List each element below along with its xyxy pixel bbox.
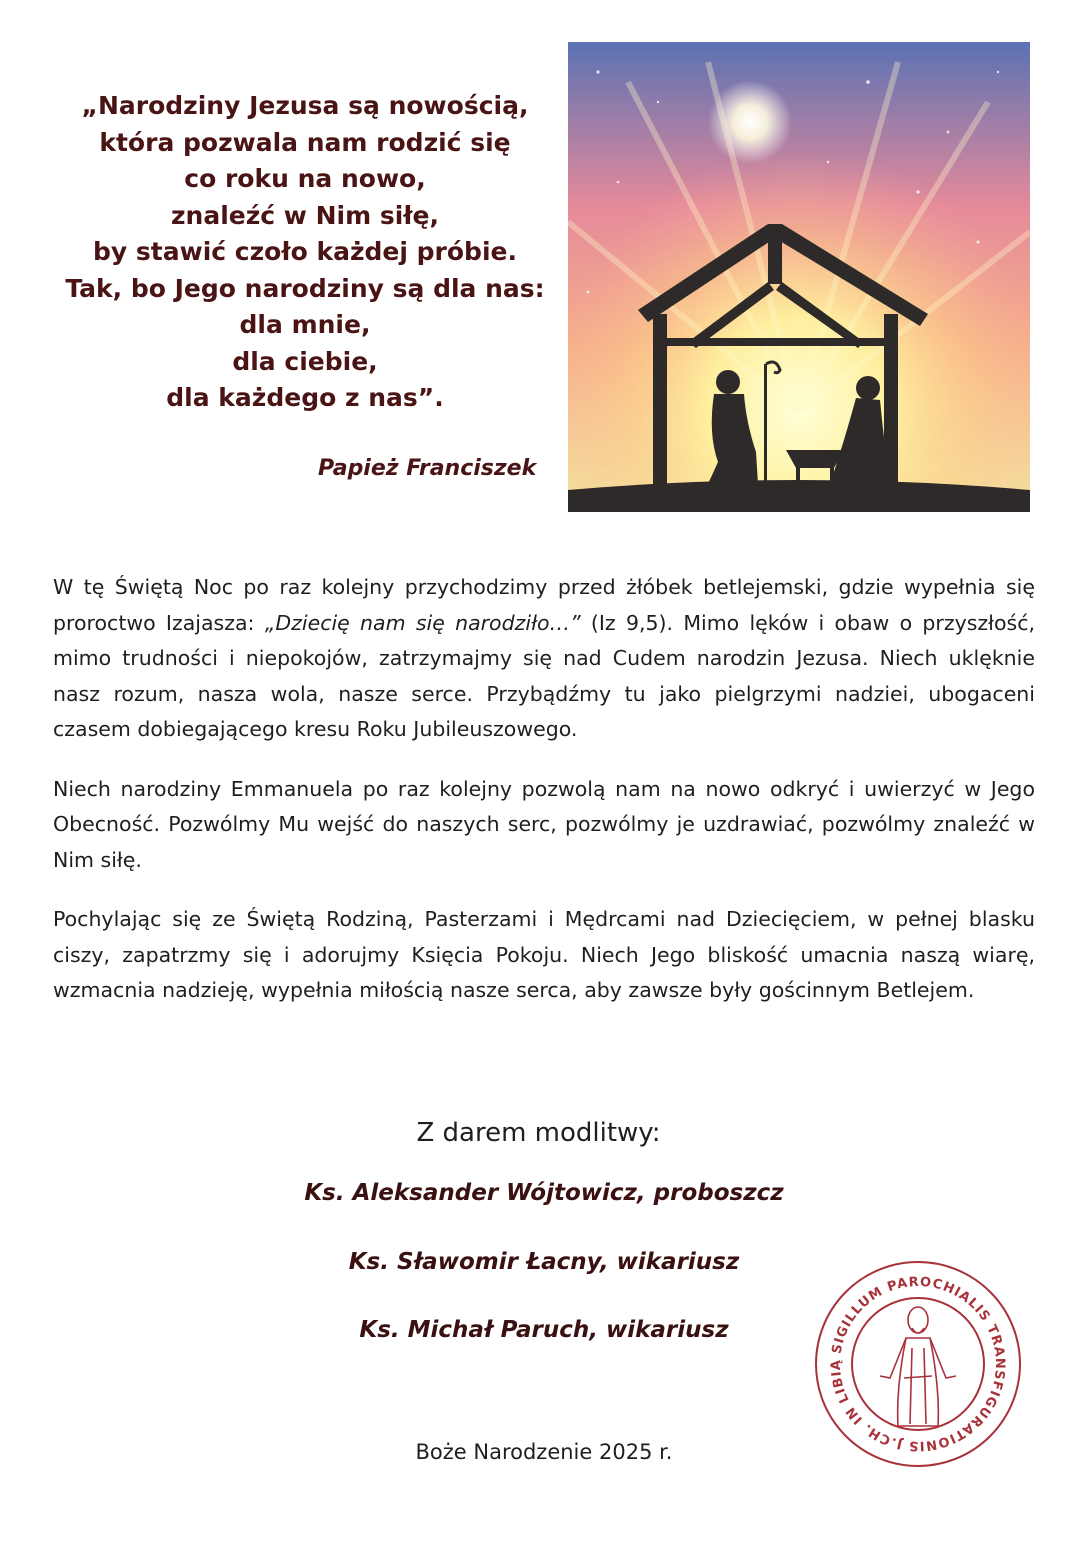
priest-signature: Ks. Michał Paruch, wikariusz [359, 1317, 729, 1343]
isaiah-quote: „Dziecię nam się narodziło…” [264, 610, 581, 635]
priest-signature: Ks. Sławomir Łacny, wikariusz [348, 1249, 740, 1275]
quote-line: by stawić czoło każdej próbie. [93, 237, 517, 266]
paragraph-1 [53, 570, 1035, 748]
pope-quote [60, 88, 550, 417]
quote-author: Papież Franciszek [318, 456, 537, 481]
quote-line: dla ciebie, [232, 346, 378, 376]
parish-seal [812, 1258, 1024, 1470]
quote-line: co roku na nowo, [184, 164, 426, 193]
closing-greeting: Z darem modlitwy: [416, 1118, 661, 1148]
nativity-scene-image [568, 42, 1030, 512]
paragraph-1-text-end: (Iz 9,5). Mimo lęków i obaw o przyszłość, mimo trudności i niepokojów, zatrzymajmy się nad Cudem narodzin Jezusa. Niech uklęknie nasz rozum, nasza wola, nasze serce. Przybądźmy tu jako pielgrzymi nadziei, ubogaceni czasem dobiegającego kresu Roku Jubileuszowego. [53, 610, 1035, 741]
paragraph-1-text: W tę Świętą Noc po raz kolejny przychodzimy przed żłóbek betlejemski, gdzie wypełnia się proroctwo Izajasza: [53, 575, 1035, 635]
letter-date: Boże Narodzenie 2025 r. [415, 1440, 673, 1464]
quote-line: dla każdego z nas”. [166, 383, 444, 412]
seal-stamp [812, 1258, 1024, 1470]
quote-line: dla mnie, [239, 310, 371, 339]
quote-line: znaleźć w Nim siłę, [170, 200, 440, 230]
paragraph-2: Niech narodziny Emmanuela po raz kolejny pozwolą nam na nowo odkryć i uwierzyć w Jego Obecność. Pozwólmy Mu wejść do naszych serc, pozwólmy je uzdrawiać, pozwólmy znaleźć w Nim siłę. [53, 776, 1035, 872]
paragraph-3: Pochylając się ze Świętą Rodziną, Pasterzami i Mędrcami nad Dziecięciem, w pełnej blasku ciszy, zapatrzmy się i adorujmy Księcia Pokoju. Niech Jego bliskość umacnia naszą wiarę, wzmacnia nadzieję, wypełnia miłością nasze serca, aby zawsze były gościnnym Betlejem. [53, 907, 1035, 1002]
letter-body [53, 570, 1035, 1033]
quote-line: „Narodziny Jezusa są nowością, [81, 91, 529, 120]
quote-line: która pozwala nam rodzić się [99, 127, 511, 157]
seal-inscription: SIGILLUM PAROCHIALIS TRANSFIGURATIONIS J.CH. IN LIBIĄ [828, 1274, 1008, 1454]
nativity-illustration [568, 42, 1030, 512]
priest-signature: Ks. Aleksander Wójtowicz, proboszcz [304, 1180, 784, 1206]
quote-line: Tak, bo Jego narodziny są dla nas: [65, 273, 545, 303]
